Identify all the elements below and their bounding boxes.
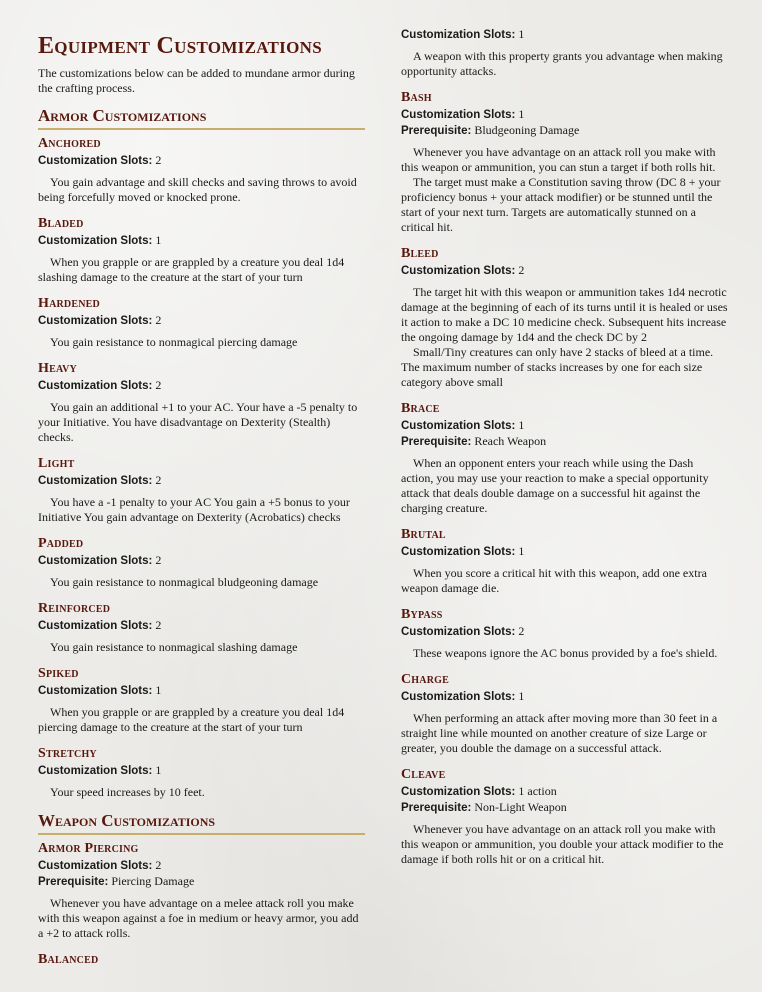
right-column (401, 27, 728, 878)
item-brutal (401, 527, 728, 596)
prereq-label: Prerequisite: (401, 125, 472, 137)
slots-label: Customization Slots: (38, 555, 153, 567)
item-name: Stretchy (38, 746, 97, 761)
slots-line (38, 153, 365, 169)
item-description: When you score a critical hit with this weapon, add one extra weapon damage die. (401, 566, 707, 595)
item-name: Anchored (38, 136, 101, 151)
slots-value: 2 (155, 473, 162, 487)
slots-line (401, 624, 728, 640)
item-bash (401, 90, 728, 235)
item-description: When an opponent enters your reach while using the Dash action, you may use your reaction to make a special opportunity attack that deals double damage on a successful hit against the charging creature. (401, 456, 709, 515)
slots-label: Customization Slots: (401, 691, 516, 703)
item-name: Bladed (38, 216, 84, 231)
item-description: A weapon with this property grants you advantage when making opportunity attacks. (401, 49, 723, 78)
item-description: You have a -1 penalty to your AC You gain a +5 bonus to your Initiative You gain advantage on Dexterity (Acrobatics) checks (38, 495, 350, 524)
slots-line (38, 618, 365, 634)
item-hardened (38, 296, 365, 350)
slots-line (38, 553, 365, 569)
item-description: Small/Tiny creatures can only have 2 stacks of bleed at a time. The maximum number of stacks increases by one for each size category above small (401, 345, 714, 389)
item-name: Bypass (401, 607, 443, 622)
item-name: Bleed (401, 246, 439, 261)
item-padded (38, 536, 365, 590)
item-description: Your speed increases by 10 feet. (50, 785, 205, 799)
item-description: You gain resistance to nonmagical bludgeoning damage (50, 575, 319, 589)
prereq-line (401, 800, 728, 816)
slots-value: 1 (518, 107, 525, 121)
item-name: Hardened (38, 296, 100, 311)
item-name: Armor Piercing (38, 841, 139, 856)
item-description: You gain advantage and skill checks and saving throws to avoid being forcefully moved or knocked prone. (38, 175, 357, 204)
slots-line (401, 263, 728, 279)
item-bypass (401, 607, 728, 661)
item-name: Padded (38, 536, 84, 551)
item-name: Cleave (401, 767, 446, 782)
item-cleave (401, 767, 728, 867)
item-light (38, 456, 365, 525)
slots-label: Customization Slots: (38, 620, 153, 632)
item-bladed (38, 216, 365, 285)
item-bleed (401, 246, 728, 390)
item-description: You gain resistance to nonmagical piercing damage (50, 335, 298, 349)
item-armor-piercing (38, 841, 365, 941)
slots-value: 1 (155, 233, 162, 247)
item-name: Reinforced (38, 601, 111, 616)
item-description: The target hit with this weapon or ammunition takes 1d4 necrotic damage at the beginning of each of its turns until it is healed or uses it action to make a DC 10 medicine check. Subsequent hits increase the ongoing damage by 1d4 and the check DC by 2 (401, 285, 728, 344)
prereq-line (401, 434, 728, 450)
slots-value: 2 (518, 263, 525, 277)
slots-label: Customization Slots: (38, 315, 153, 327)
slots-label: Customization Slots: (401, 109, 516, 121)
slots-label: Customization Slots: (401, 546, 516, 558)
slots-line (401, 418, 728, 434)
prereq-value: Non-Light Weapon (474, 800, 567, 814)
slots-label: Customization Slots: (401, 420, 516, 432)
slots-line (38, 313, 365, 329)
slots-label: Customization Slots: (38, 475, 153, 487)
prereq-label: Prerequisite: (401, 802, 472, 814)
slots-value: 1 (518, 544, 525, 558)
slots-value: 1 (155, 763, 162, 777)
item-name: Bash (401, 90, 432, 105)
item-description: When performing an attack after moving more than 30 feet in a straight line while mounted on another creature of size Large or greater, you double the damage on a successful attack. (401, 711, 718, 755)
item-spiked (38, 666, 365, 735)
armor-customizations-heading: Armor Customizations (38, 106, 365, 130)
slots-line (38, 378, 365, 394)
item-heavy (38, 361, 365, 445)
weapon-customizations-heading: Weapon Customizations (38, 811, 365, 835)
slots-value: 2 (518, 624, 525, 638)
slots-label: Customization Slots: (38, 685, 153, 697)
slots-line (38, 763, 365, 779)
slots-label: Customization Slots: (38, 860, 153, 872)
item-description: Whenever you have advantage on an attack roll you make with this weapon or ammunition, you can stun a target if both rolls hit. (401, 145, 716, 174)
prereq-line (401, 123, 728, 139)
item-anchored (38, 136, 365, 205)
item-charge (401, 672, 728, 756)
slots-line (38, 683, 365, 699)
slots-value: 2 (155, 153, 162, 167)
slots-value: 2 (155, 378, 162, 392)
slots-value: 2 (155, 553, 162, 567)
slots-line (401, 27, 728, 43)
item-name: Charge (401, 672, 449, 687)
armor-list (38, 136, 365, 800)
item-description: The target must make a Constitution saving throw (DC 8 + your proficiency bonus + your attack modifier) or be stunned until the start of your next turn. Targets are automatically stunned on a critical hit. (401, 175, 721, 234)
item-name: Brace (401, 401, 440, 416)
slots-line (38, 473, 365, 489)
item-name: Spiked (38, 666, 79, 681)
slots-value: 2 (155, 858, 162, 872)
prereq-line (38, 874, 365, 890)
slots-label: Customization Slots: (38, 155, 153, 167)
item-brace (401, 401, 728, 516)
item-description: Whenever you have advantage on an attack roll you make with this weapon or ammunition, you double your attack modifier to the damage if both rolls hit or on a critical hit. (401, 822, 724, 866)
slots-label: Customization Slots: (38, 765, 153, 777)
slots-value: 1 (518, 418, 525, 432)
slots-label: Customization Slots: (401, 29, 516, 41)
slots-label: Customization Slots: (401, 786, 516, 798)
item-name: Brutal (401, 527, 446, 542)
item-balanced (38, 952, 365, 968)
slots-label: Customization Slots: (38, 380, 153, 392)
item-name: Balanced (38, 952, 99, 967)
slots-value: 2 (155, 618, 162, 632)
item-description: These weapons ignore the AC bonus provided by a foe's shield. (413, 646, 718, 660)
item-description: When you grapple or are grappled by a creature you deal 1d4 slashing damage to the creature at the start of your turn (38, 255, 345, 284)
slots-line (38, 233, 365, 249)
prereq-value: Reach Weapon (474, 434, 547, 448)
slots-value: 1 action (518, 784, 557, 798)
item-name: Heavy (38, 361, 77, 376)
slots-label: Customization Slots: (401, 626, 516, 638)
item-description: You gain an additional +1 to your AC. Your have a -5 penalty to your Initiative. You have disadvantage on Dexterity (Stealth) checks. (38, 400, 358, 444)
item-balanced-continued (401, 27, 728, 79)
item-reinforced (38, 601, 365, 655)
slots-label: Customization Slots: (38, 235, 153, 247)
slots-value: 2 (155, 313, 162, 327)
item-name: Light (38, 456, 75, 471)
prereq-value: Bludgeoning Damage (474, 123, 580, 137)
prereq-label: Prerequisite: (401, 436, 472, 448)
item-description: Whenever you have advantage on a melee attack roll you make with this weapon against a foe in medium or heavy armor, you add a +2 to attack rolls. (38, 896, 359, 940)
item-stretchy (38, 746, 365, 800)
slots-line (401, 784, 728, 800)
item-description: You gain resistance to nonmagical slashing damage (50, 640, 298, 654)
slots-value: 1 (518, 27, 525, 41)
slots-line (401, 689, 728, 705)
slots-line (38, 858, 365, 874)
prereq-label: Prerequisite: (38, 876, 109, 888)
prereq-value: Piercing Damage (111, 874, 195, 888)
intro-text: The customizations below can be added to mundane armor during the crafting process. (38, 66, 355, 95)
slots-value: 1 (518, 689, 525, 703)
slots-value: 1 (155, 683, 162, 697)
slots-label: Customization Slots: (401, 265, 516, 277)
slots-line (401, 544, 728, 560)
slots-line (401, 107, 728, 123)
item-description: When you grapple or are grappled by a creature you deal 1d4 piercing damage to the creature at the start of your turn (38, 705, 345, 734)
left-column (38, 32, 365, 979)
page-title: Equipment Customizations (38, 33, 322, 59)
